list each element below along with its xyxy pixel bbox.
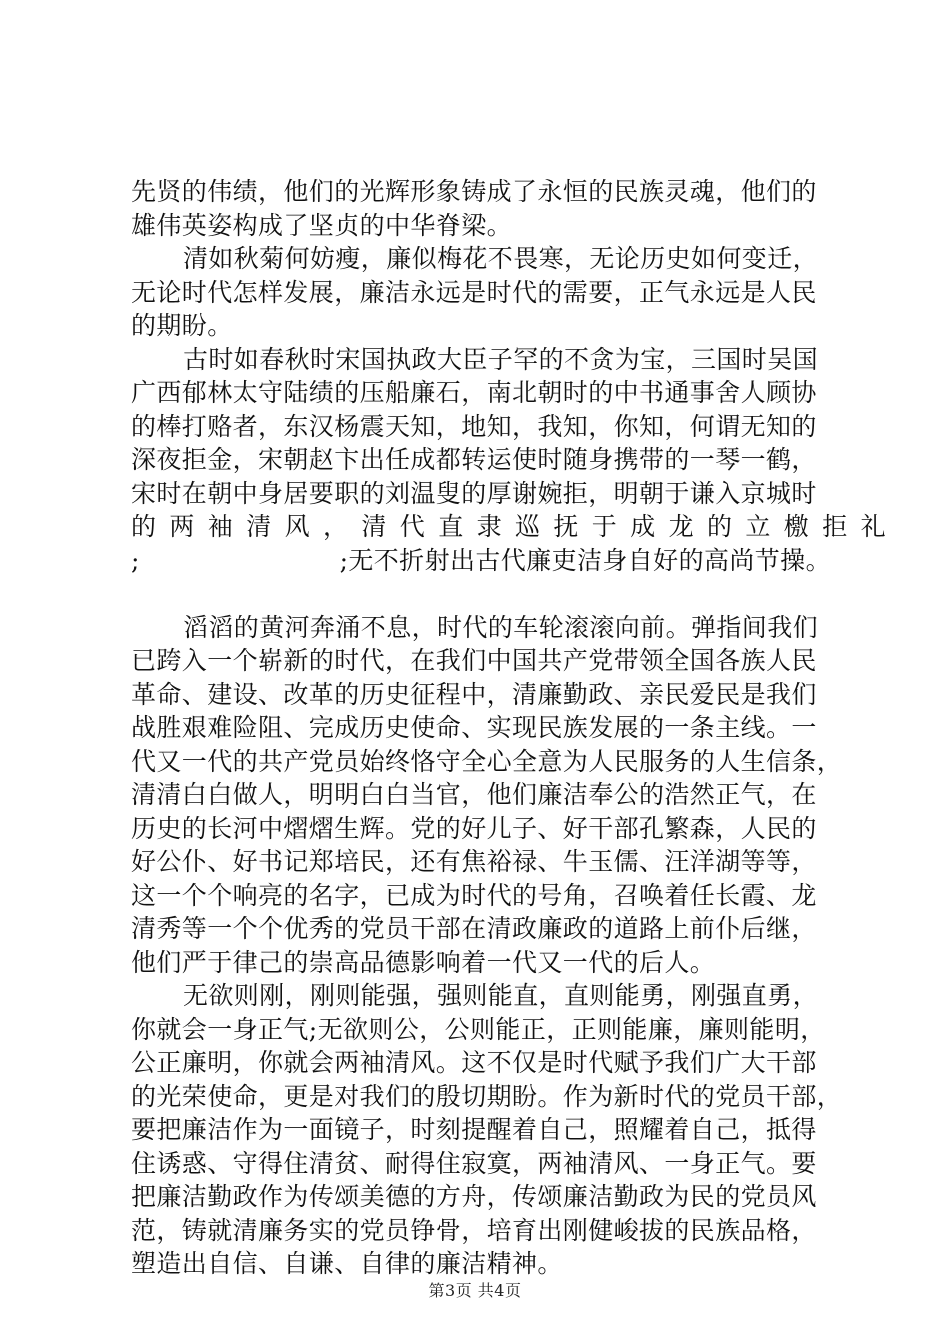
text-line: 住诱惑、守得住清贫、耐得住寂寞，两袖清风、一身正气。要 xyxy=(131,1148,817,1178)
text-line: 清如秋菊何妨瘦，廉似梅花不畏寒，无论历史如何变迁， xyxy=(183,244,819,273)
document-body xyxy=(131,175,900,1281)
text-line: 已跨入一个崭新的时代，在我们中国共产党带领全国各族人民 xyxy=(131,646,817,675)
text-line: 你就会一身正气;无欲则公，公则能正，正则能廉，廉则能明， xyxy=(131,1014,826,1044)
text-line: 深夜拒金，宋朝赵卞出任成都转运使时随身携带的一琴一鹤， xyxy=(131,445,817,474)
text-line: 的棒打赂者，东汉杨震天知，地知，我知，你知，何谓无知的 xyxy=(131,411,817,441)
text-line: 的光荣使命，更是对我们的殷切期盼。作为新时代的党员干部， xyxy=(131,1081,843,1111)
text-fragment: ; xyxy=(131,545,140,575)
text-line: 的期盼。 xyxy=(131,311,233,340)
page-footer: 第3页 共4页 xyxy=(428,1281,522,1300)
text-line: 广西郁林太守陆绩的压船廉石，南北朝时的中书通事舍人顾协 xyxy=(131,378,817,407)
text-line: 塑造出自信、自谦、自律的廉洁精神。 xyxy=(131,1249,563,1278)
text-line: 古时如春秋时宋国执政大臣子罕的不贪为宝，三国时吴国 xyxy=(183,344,819,374)
text-line: 滔滔的黄河奔涌不息，时代的车轮滚滚向前。弹指间我们 xyxy=(183,612,819,642)
text-fragment: ;无不折射出古代廉吏洁身自好的高尚节操。 xyxy=(339,545,831,575)
text-line: 他们严于律己的崇高品德影响着一代又一代的后人。 xyxy=(131,947,716,977)
text-line: 无论时代怎样发展，廉洁永远是时代的需要，正气永远是人民 xyxy=(131,277,817,307)
text-line: 代又一代的共产党员始终恪守全心全意为人民服务的人生信条， xyxy=(131,746,843,776)
text-line: 范，铸就清廉务实的党员铮骨，培育出刚健峻拔的民族品格， xyxy=(131,1215,817,1245)
text-line: 战胜艰难险阻、完成历史使命、实现民族发展的一条主线。一 xyxy=(131,713,817,742)
text-line: 雄伟英姿构成了坚贞的中华脊梁。 xyxy=(131,210,513,240)
text-line-spaced: 的两袖清风，清代直隶巡抚于成龙的立檄拒礼 xyxy=(131,512,900,541)
text-line: 宋时在朝中身居要职的刘温叟的厚谢婉拒，明朝于谦入京城时 xyxy=(131,478,817,508)
paragraph-gap xyxy=(131,577,831,611)
text-line: 这一个个响亮的名字，已成为时代的号角，召唤着任长霞、龙 xyxy=(131,880,817,910)
text-line: 革命、建设、改革的历史征程中，清廉勤政、亲民爱民是我们 xyxy=(131,679,817,709)
text-line: 先贤的伟绩，他们的光辉形象铸成了永恒的民族灵魂，他们的 xyxy=(131,177,817,206)
text-line: 好公仆、好书记郑培民，还有焦裕禄、牛玉儒、汪洋湖等等， xyxy=(131,847,817,876)
text-line-split xyxy=(131,544,831,578)
text-line: 公正廉明，你就会两袖清风。这不仅是时代赋予我们广大干部 xyxy=(131,1048,817,1077)
text-line: 把廉洁勤政作为传颂美德的方舟，传颂廉洁勤政为民的党员风 xyxy=(131,1182,817,1211)
text-line: 要把廉洁作为一面镜子，时刻提醒着自己，照耀着自己，抵得 xyxy=(131,1115,817,1144)
text-line: 清秀等一个个优秀的党员干部在清政廉政的道路上前仆后继， xyxy=(131,914,817,943)
text-line: 清清白白做人，明明白白当官，他们廉洁奉公的浩然正气，在 xyxy=(131,780,817,809)
text-line: 无欲则刚，刚则能强，强则能直，直则能勇，刚强直勇， xyxy=(183,981,819,1010)
text-line: 历史的长河中熠熠生辉。党的好儿子、好干部孔繁森，人民的 xyxy=(131,813,817,843)
